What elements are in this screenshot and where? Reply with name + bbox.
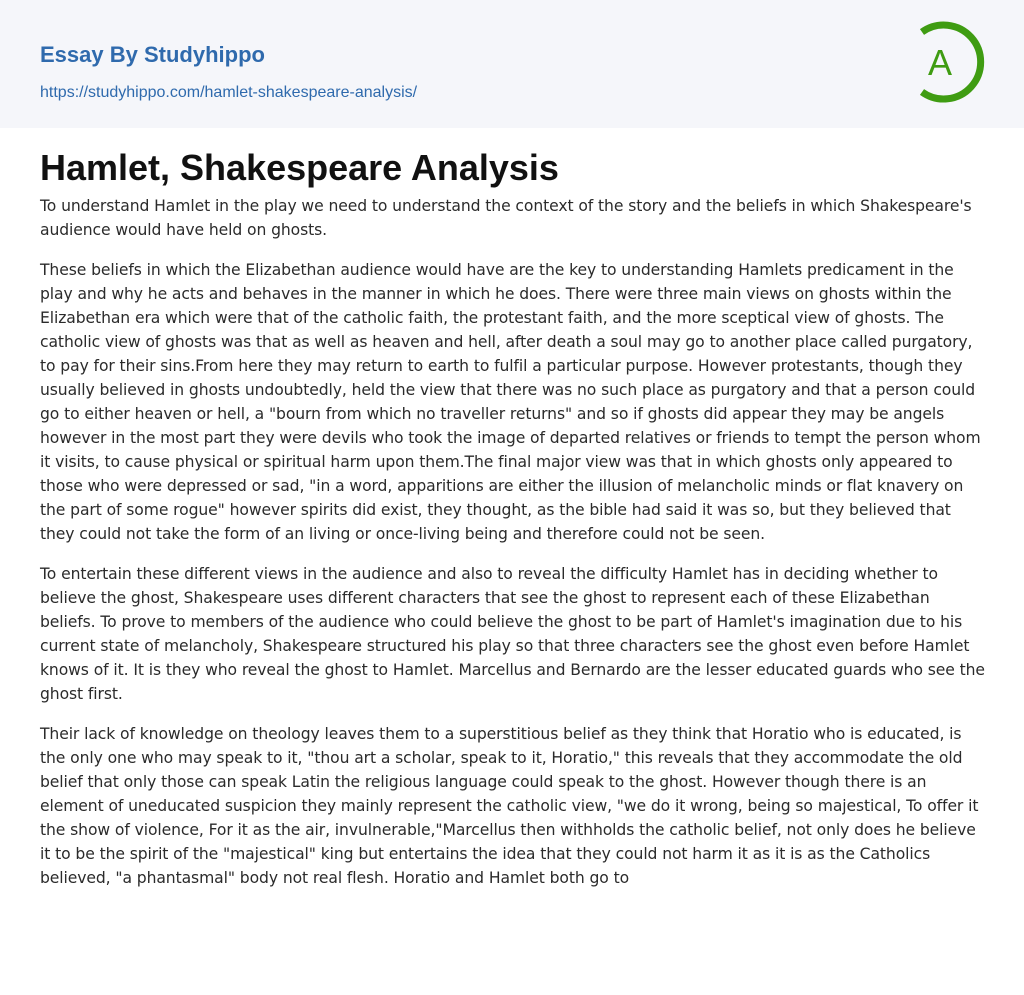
paragraph: To understand Hamlet in the play we need to understand the context of the story and the beliefs in which Shakespeare's audience would have held on ghosts. xyxy=(40,197,972,239)
essay-url-link[interactable]: https://studyhippo.com/hamlet-shakespeare-analysis/ xyxy=(40,84,418,101)
paragraph: These beliefs in which the Elizabethan audience would have are the key to understanding Hamlets predicament in the play and why he acts and behaves in the manner in which he does. There were three main views on ghosts within the Elizabethan era which were that of the catholic faith, the protestant faith, and the more sceptical view of ghosts. The catholic view of ghosts was that as well as heaven and hell, after death a soul may go to another place called purgatory, to pay for their sins.From here they may return to earth to fulfil a particular purpose. However protestants, though they usually believed in ghosts undoubtedly, held the view that there was no such place as purgatory and that a person could go to either heaven or hell, a "bourn from which no traveller returns" and so if ghosts did appear they may be angels however in the most part they were devils who took the image of departed relatives or friends to tempt the person whom it visits, to cause physical or spiritual harm upon them.The final major view was that in which ghosts only appeared to those who were depressed or sad, "in a word, apparitions are either the illusion of melancholic minds or flat knavery on the part of some rogue" however spirits did exist, they thought, as the bible had said it was so, but they believed that they could not take the form of an living or once-living being and therefore could not be seen. xyxy=(40,261,981,543)
paragraph: To entertain these different views in the audience and also to reveal the difficulty Hamlet has in deciding whether to believe the ghost, Shakespeare uses different characters that see the ghost to represent each of these Elizabethan beliefs. To prove to members of the audience who could believe the ghost to be part of Hamlet's imagination due to his current state of melancholy, Shakespeare structured his play so that three characters see the ghost even before Hamlet knows of it. It is they who reveal the ghost to Hamlet. Marcellus and Bernardo are the lesser educated guards who see the ghost first. xyxy=(40,565,985,703)
essay-body xyxy=(40,194,988,906)
brand-title: Essay By Studyhippo xyxy=(40,42,265,67)
paragraph: Their lack of knowledge on theology leaves them to a superstitious belief as they think that Horatio who is educated, is the only one who may speak to it, "thou art a scholar, speak to it, Horatio," this reveals that they accommodate the old belief that only those can speak Latin the religious language could speak to the ghost. However though there is an element of uneducated suspicion they mainly represent the catholic view, "we do it wrong, being so majestical, To offer it the show of violence, For it as the air, invulnerable,"Marcellus then withholds the catholic belief, not only does he believe it to be the spirit of the "majestical" king but entertains the idea that they could not harm it as it is as the Catholics believed, "a phantasmal" body not real flesh. Horatio and Hamlet both go to xyxy=(40,725,979,887)
page-title: Hamlet, Shakespeare Analysis xyxy=(40,147,559,188)
logo-letter: A xyxy=(927,42,953,83)
studyhippo-logo[interactable] xyxy=(910,18,990,106)
